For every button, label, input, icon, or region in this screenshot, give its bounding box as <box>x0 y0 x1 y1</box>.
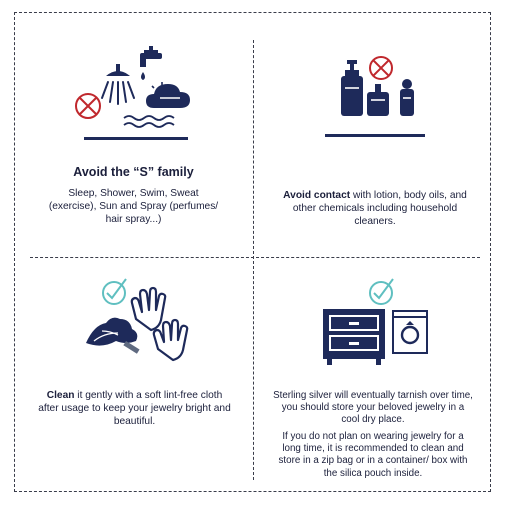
check-circle-icon <box>370 279 393 304</box>
care-tip-avoid-contact <box>253 12 491 257</box>
storage-paragraph-1: Sterling silver will eventually tarnish over time, you should store your beloved jewelry in a cool dry place. <box>273 390 473 426</box>
clean-bold: Clean <box>46 390 75 401</box>
s-family-description: Sleep, Shower, Swim, Sweat (exercise), Sun and Spray (perfumes/ hair spray...) <box>48 188 219 225</box>
contact-rest: with lotion, body oils, and other chemicals including household cleaners. <box>292 190 467 227</box>
shower-icon <box>102 64 134 104</box>
care-tip-s-family <box>14 12 253 257</box>
nightstand-icon <box>323 309 385 365</box>
waves-icon <box>124 116 174 127</box>
cross-circle-icon <box>76 94 100 118</box>
care-tip-storage <box>253 257 491 492</box>
contact-description <box>281 190 469 228</box>
storage-paragraph-2: If you do not plan on wearing jewelry for a long time, it is recommended to clean and store in a zip bag or in a container/ box with the silica pouch inside. <box>278 431 468 479</box>
lotion-illustration <box>321 54 431 146</box>
check-circle-icon <box>103 279 126 304</box>
care-tip-clean <box>14 257 253 492</box>
cross-circle-icon <box>370 57 392 79</box>
clean-rest: it gently with a soft lint-free cloth after usage to keep your jewelry bright and beautiful. <box>38 390 231 427</box>
gloves-icon <box>132 288 187 360</box>
cleaning-illustration <box>74 271 204 371</box>
clean-description <box>36 390 233 428</box>
contact-bold: Avoid contact <box>283 190 351 201</box>
storage-illustration <box>319 271 439 371</box>
s-family-illustration <box>64 42 204 144</box>
s-family-title: Avoid the “S” family <box>73 165 194 179</box>
faucet-icon <box>140 46 162 80</box>
zip-bag-ring-icon <box>393 311 427 353</box>
feather-duster-icon <box>86 318 140 354</box>
